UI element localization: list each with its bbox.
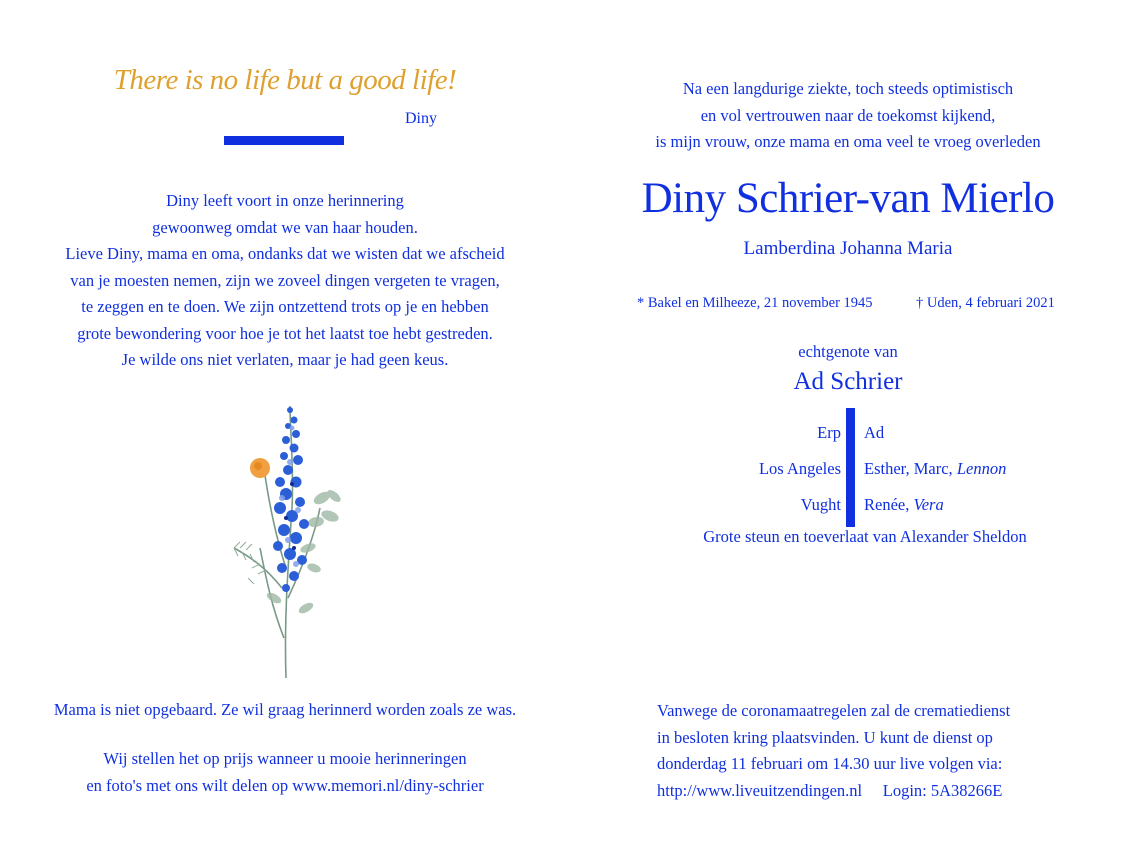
share-line: en foto's met ons wilt delen op www.memori.nl/diny-schrier xyxy=(86,776,484,795)
deceased-full-name: Lamberdina Johanna Maria xyxy=(743,238,953,259)
family-names-text: Ad xyxy=(864,423,885,442)
motto: There is no life but a good life! xyxy=(113,64,457,96)
family-names-italic: Lennon xyxy=(956,459,1007,478)
notice-line: donderdag 11 februari om 14.30 uur live volgen via: xyxy=(657,754,1003,773)
death-info: † Uden, 4 februari 2021 xyxy=(916,295,1055,311)
notice-line: in besloten kring plaatsvinden. U kunt de dienst op xyxy=(657,727,993,747)
family-names-text: Esther, Marc, xyxy=(864,459,957,478)
family-names xyxy=(864,459,1006,479)
poem-line: Lieve Diny, mama en oma, ondanks dat we wisten dat we afscheid xyxy=(65,244,505,263)
family-names-italic: Vera xyxy=(913,495,944,514)
family-place: Los Angeles xyxy=(758,459,841,478)
deceased-name: Diny Schrier-van Mierlo xyxy=(641,175,1055,222)
family-names-text: Renée, xyxy=(864,495,914,514)
decorative-bar xyxy=(224,136,344,145)
family-names xyxy=(864,495,944,515)
mama-line: Mama is niet opgebaard. Ze wil graag herinnerd worden zoals ze was. xyxy=(53,700,517,719)
notice-line: Vanwege de coronamaatregelen zal de crematiedienst xyxy=(657,701,1011,720)
family-place: Erp xyxy=(817,423,841,442)
motto-signature: Diny xyxy=(405,110,437,127)
poem-line: gewoonweg omdat we van haar houden. xyxy=(152,217,418,237)
support-line: Grote steun en toeverlaat van Alexander Sheldon xyxy=(703,527,1027,546)
family-divider-bar xyxy=(846,408,855,527)
spouse-label: echtgenote van xyxy=(798,342,898,361)
poem xyxy=(10,188,560,374)
family-names xyxy=(864,423,884,443)
intro-text xyxy=(600,76,1096,156)
intro-line: is mijn vrouw, onze mama en oma veel te vroeg overleden xyxy=(655,132,1041,151)
poem-line: Je wilde ons niet verlaten, maar je had geen keus. xyxy=(121,350,449,369)
ceremony-notice xyxy=(657,698,1010,804)
birth-info: * Bakel en Milheeze, 21 november 1945 xyxy=(637,295,873,311)
share-line: Wij stellen het op prijs wanneer u mooie herinneringen xyxy=(103,749,467,768)
poem-line: van je moesten nemen, zijn we zoveel dingen vergeten te vragen, xyxy=(70,270,500,290)
notice-line: http://www.liveuitzendingen.nl Login: 5A38266E xyxy=(657,780,1003,800)
intro-line: Na een langdurige ziekte, toch steeds optimistisch xyxy=(682,79,1014,98)
intro-line: en vol vertrouwen naar de toekomst kijkend, xyxy=(700,105,996,125)
poem-line: grote bewondering voor hoe je tot het laatst toe hebt gestreden. xyxy=(77,323,493,343)
poem-line: te zeggen en te doen. We zijn ontzettend trots op je en hebben xyxy=(81,297,489,316)
family-place: Vught xyxy=(800,495,841,514)
flower-illustration xyxy=(222,398,354,680)
share-memories xyxy=(0,745,570,799)
spouse-name: Ad Schrier xyxy=(793,368,903,395)
poem-line: Diny leeft voort in onze herinnering xyxy=(166,191,404,210)
